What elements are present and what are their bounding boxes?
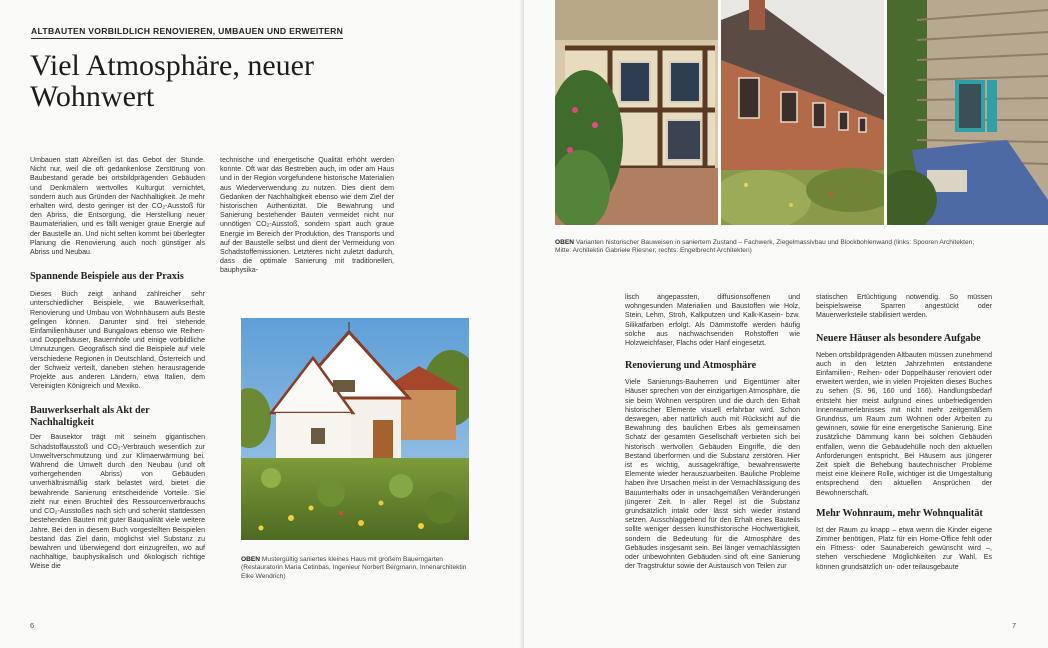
- page-number-left: 6: [30, 621, 35, 630]
- intro-column-2: [220, 156, 394, 276]
- half-timbered-house-photo: [555, 0, 718, 225]
- section-heading-atmosphere: Renovierung und Atmosphäre: [625, 360, 757, 372]
- right-page: [524, 0, 1048, 648]
- section-heading-sustainability: Bauwerkserhalt als Akt der Nachhaltigkeit: [30, 405, 150, 429]
- caption-text: Mustergültig saniertes kleines Haus mit großem Bauerngarten (Restauratorin Maria Cetinbas, Ingenieur Norbert Bergmann, Innenarchitektin Elke Wendrich): [241, 556, 467, 580]
- section-text-living-space: Ist der Raum zu knapp – etwa wenn die Kinder eigene Zimmer benötigen, Platz für ein Home-Office fehlt oder ein Fitness- oder Saunabereich gewünscht wird –, stehen verschiedene Möglichkeiten zur Wahl. Es können grundsätzlich un- oder teilausgebaute: [816, 526, 992, 571]
- house-garden-photo: [241, 318, 469, 540]
- top-caption-text: Varianten historischer Bauweisen in saniertem Zustand – Fachwerk, Ziegelmassivbau und Blockbohlenwand (links: Spooren Architekten; Mitte: Architektin Gabriele Riesner; rechts: Engelbrecht Architekten): [555, 239, 975, 255]
- section-heading-examples: Spannende Beispiele aus der Praxis: [30, 271, 184, 283]
- caption-label: OBEN: [241, 556, 261, 563]
- chapter-kicker: ALTBAUTEN VORBILDLICH RENOVIEREN, UMBAUEN UND ERWEITERN: [31, 26, 343, 39]
- page-title: Viel Atmosphäre, neuer Wohnwert: [30, 49, 314, 113]
- photo-caption-left: [241, 556, 471, 581]
- section-text-atmosphere: Viele Sanierungs-Bauherren und Eigentümer alter Häuser sprechen von der einzigartigen Atmosphäre, die sie beim Wohnen verspüren und die durch den Erhalt historischer Elemente visuell erfahrbar wird. Schon deswegen, aber natürlich auch mit Rücksicht auf die Bewahrung des baulichen Erbes als gemeinsamen Schatz der gesamten Gesellschaft verbieten sich bei historisch wertvollen Gebäuden Eingriffe, die den Bestand überformen und die Substanz zerstören. Hier ist es wichtig, aussagekräftige, bewahrenswerte Elemente wieder herauszuarbeiten. Bauliche Probleme haben ihre Ursachen meist in der Vernachlässigung des Bauunterhalts oder in unsachgemäßen Veränderungen jüngerer Zeit. In aller Regel ist die Substanz grundsätzlich intakt oder lässt sich wieder instand setzen. Ausschlaggebend für den Erhalt eines Bauteils sollte weniger dessen kunsthistorische Hochwertigkeit, sondern die Bedeutung für die Atmosphäre des Gebäudes insgesamt sein. Bei länger vernachlässigten oder unbewohnten Gebäuden sind oft eine Sanierung der Tragstruktur sowie der Austausch von Teilen zur: [625, 379, 800, 571]
- half-timbered-illustration: [555, 0, 718, 225]
- photo-caption-right: [555, 239, 975, 256]
- right-column-1: [625, 293, 800, 571]
- section-text-sustainability: Der Bausektor trägt mit seinem gigantischen Schadstoffausstoß und CO₂-Verbrauch wesentlich zur Umweltverschmutzung und zur Klimaerwärmung bei. Während die Umwelt durch den Neubau (und oft vorhergehenden Abriss) von Gebäuden unverhältnismäßig stark belastet wird, bietet die bewahrende Sanierung entscheidende Vorteile. Sie zieht nur einen Bruchteil des Ressourcenverbrauchs und CO₂-Ausstoßes nach sich und schenkt stattdessen bestehenden Bauten mit guter Bauqualität viele weitere Jahre. Bei den in diesem Buch vorgestellten Beispielen bestand das Ziel darin, möglichst viel Substanz zu bewahren und überwiegend dort einzugreifen, wo auf nachhaltige, bauphysikalisch und ökologisch richtige Weise die: [30, 434, 205, 571]
- intro-column-1: [30, 156, 205, 572]
- brick-house-illustration: [721, 0, 884, 225]
- top-caption-label: OBEN: [555, 239, 575, 246]
- section-text-newer-houses: Neben ortsbildprägenden Altbauten müssen zunehmend auch in den letzten Jahrzehnten entstandene Einfamilien-, Reihen- oder Doppelhäuser renoviert oder erweitert werden, wie in vielen Projekten dieses Buches zu sehen (S. 96, 160 und 166). Handlungsbedarf entsteht hier meist aufgrund eines unbefriedigenden Innenraumerlebnisses mit nicht mehr zeitgemäßem Grundriss, um Raum zum Wohnen oder Arbeiten zu gewinnen, sowie für eine energetische Sanierung. Eine zusätzliche Dämmung kann bei solchen Gebäuden entfallen, wenn die Gebäudehülle noch den aktuellen Anforderungen entspricht. Bei Häusern aus jüngerer Zeit spielt die Behebung bautechnischer Probleme meist eine kleinere Rolle, wichtiger ist die Umgestaltung entsprechend den aktuellen Ansprüchen der Bewohnerschaft.: [816, 351, 992, 497]
- log-house-photo: [887, 0, 1048, 225]
- log-house-illustration: [887, 0, 1048, 225]
- section-heading-newer-houses: Neuere Häuser als besondere Aufgabe: [816, 332, 981, 344]
- intro-paragraph-1: Umbauen statt Abreißen ist das Gebot der Stunde. Nicht nur, weil die oft gedankenlose Zerstörung von Baubestand gerade bei ortsbildprägenden Gebäuden und Denkmälern wertvolles Kulturgut vernichtet, sondern auch aus Gründen der Nachhaltigkeit. Je mehr erhalten wird, desto geringer ist der CO₂-Ausstoß für den Abriss, die Entsorgung, die Herstellung neuer Baumaterialien, und es fällt weniger graue Energie auf der Baustelle an. Und nicht selten kommt bei überlegter Planung die Renovierung auch noch günstiger als Abriss und Neubau.: [30, 157, 205, 257]
- section-heading-living-space: Mehr Wohnraum, mehr Wohnqualität: [816, 507, 983, 519]
- statics-paragraph: statischen Ertüchtigung notwendig. So müssen beispielsweise Sparren angestückt oder Mauerwerksteile stabilisiert werden.: [816, 294, 992, 320]
- right-column-2: [816, 293, 992, 572]
- page-number-right: 7: [1012, 621, 1017, 630]
- house-garden-illustration: [241, 318, 469, 540]
- section-text-examples: Dieses Buch zeigt anhand zahlreicher sehr unterschiedlicher Beispiele, wie Bauwerkserhalt, Renovierung und Umbau von Wohnhäusern aufs Beste gelingen können. Darunter sind frei stehende Einfamilienhäuser und Bungalows ebenso wie Reihen- und Doppelhäuser, Bauernhöfe und einige vorbildliche Umnutzungen. Geografisch sind die Beispiele auf viele verschiedene Regionen in Deutschland, Österreich und der Schweiz verteilt, daneben stehen herausragende Projekte aus anderen Ländern, etwa Italien, dem Vereinigten Königreich und Mexiko.: [30, 291, 205, 391]
- materials-paragraph: lisch angepassten, diffusionsoffenen und wohngesunden Materialien und Baustoffen wie Holz, Stein, Lehm, Stroh, Kalkputzen und Kalk-Kasein- bzw. Silikatfarben erfolgt. Als Dämmstoffe werden häufig solche aus nachwachsenden Rohstoffen wie Holzweichfaser, Flachs oder Hanf eingesetzt.: [625, 294, 800, 348]
- intro-paragraph-2: technische und energetische Qualität erhöht werden konnte. Oft war das Bestreben auch, im oder am Haus und in der Region vorgefundene historische Materialien aus Wiederverwendung zu nutzen. Dies dient dem Gedanken der Nachhaltigkeit ebenso wie dem Ziel der historischen Authentizität. Die Bewahrung und Sanierung bestehender Bauten vermeidet nicht nur unnötigen CO₂-Ausstoß, sondern spart auch graue Energie im Bereich der Produktion, des Transports und auf der Baustelle selbst und dient der Vermeidung von Schadstoffemissionen. Letzteres nicht zuletzt dadurch, dass die optimale Sanierung mit traditionellen, bauphysika-: [220, 157, 394, 275]
- brick-house-photo: [721, 0, 884, 225]
